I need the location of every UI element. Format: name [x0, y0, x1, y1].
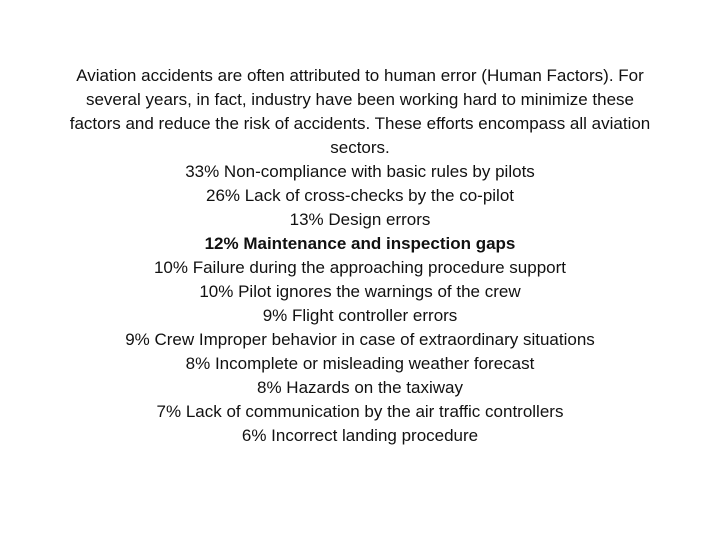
factor-item: 10% Failure during the approaching procedure support [153, 258, 567, 277]
factor-item: 26% Lack of cross-checks by the co-pilot [205, 186, 515, 205]
factor-item: 8% Incomplete or misleading weather forecast [185, 354, 535, 373]
factor-item: 12% Maintenance and inspection gaps [204, 234, 516, 253]
factor-list [0, 160, 720, 448]
factor-item: 13% Design errors [289, 210, 431, 229]
slide-content [0, 64, 720, 448]
factor-item: 33% Non-compliance with basic rules by pilots [185, 162, 535, 181]
factor-item: 8% Hazards on the taxiway [257, 378, 463, 397]
factor-item: 9% Crew Improper behavior in case of extraordinary situations [125, 330, 595, 349]
intro-paragraph: Aviation accidents are often attributed to human error (Human Factors). For several years, in fact, industry have been working hard to minimize these factors and reduce the risk of accidents. These efforts encompass all aviation sectors. [69, 66, 651, 157]
factor-item: 6% Incorrect landing procedure [241, 426, 479, 445]
factor-item: 7% Lack of communication by the air traffic controllers [156, 402, 564, 421]
factor-item: 9% Flight controller errors [262, 306, 458, 325]
factor-item: 10% Pilot ignores the warnings of the crew [199, 282, 521, 301]
